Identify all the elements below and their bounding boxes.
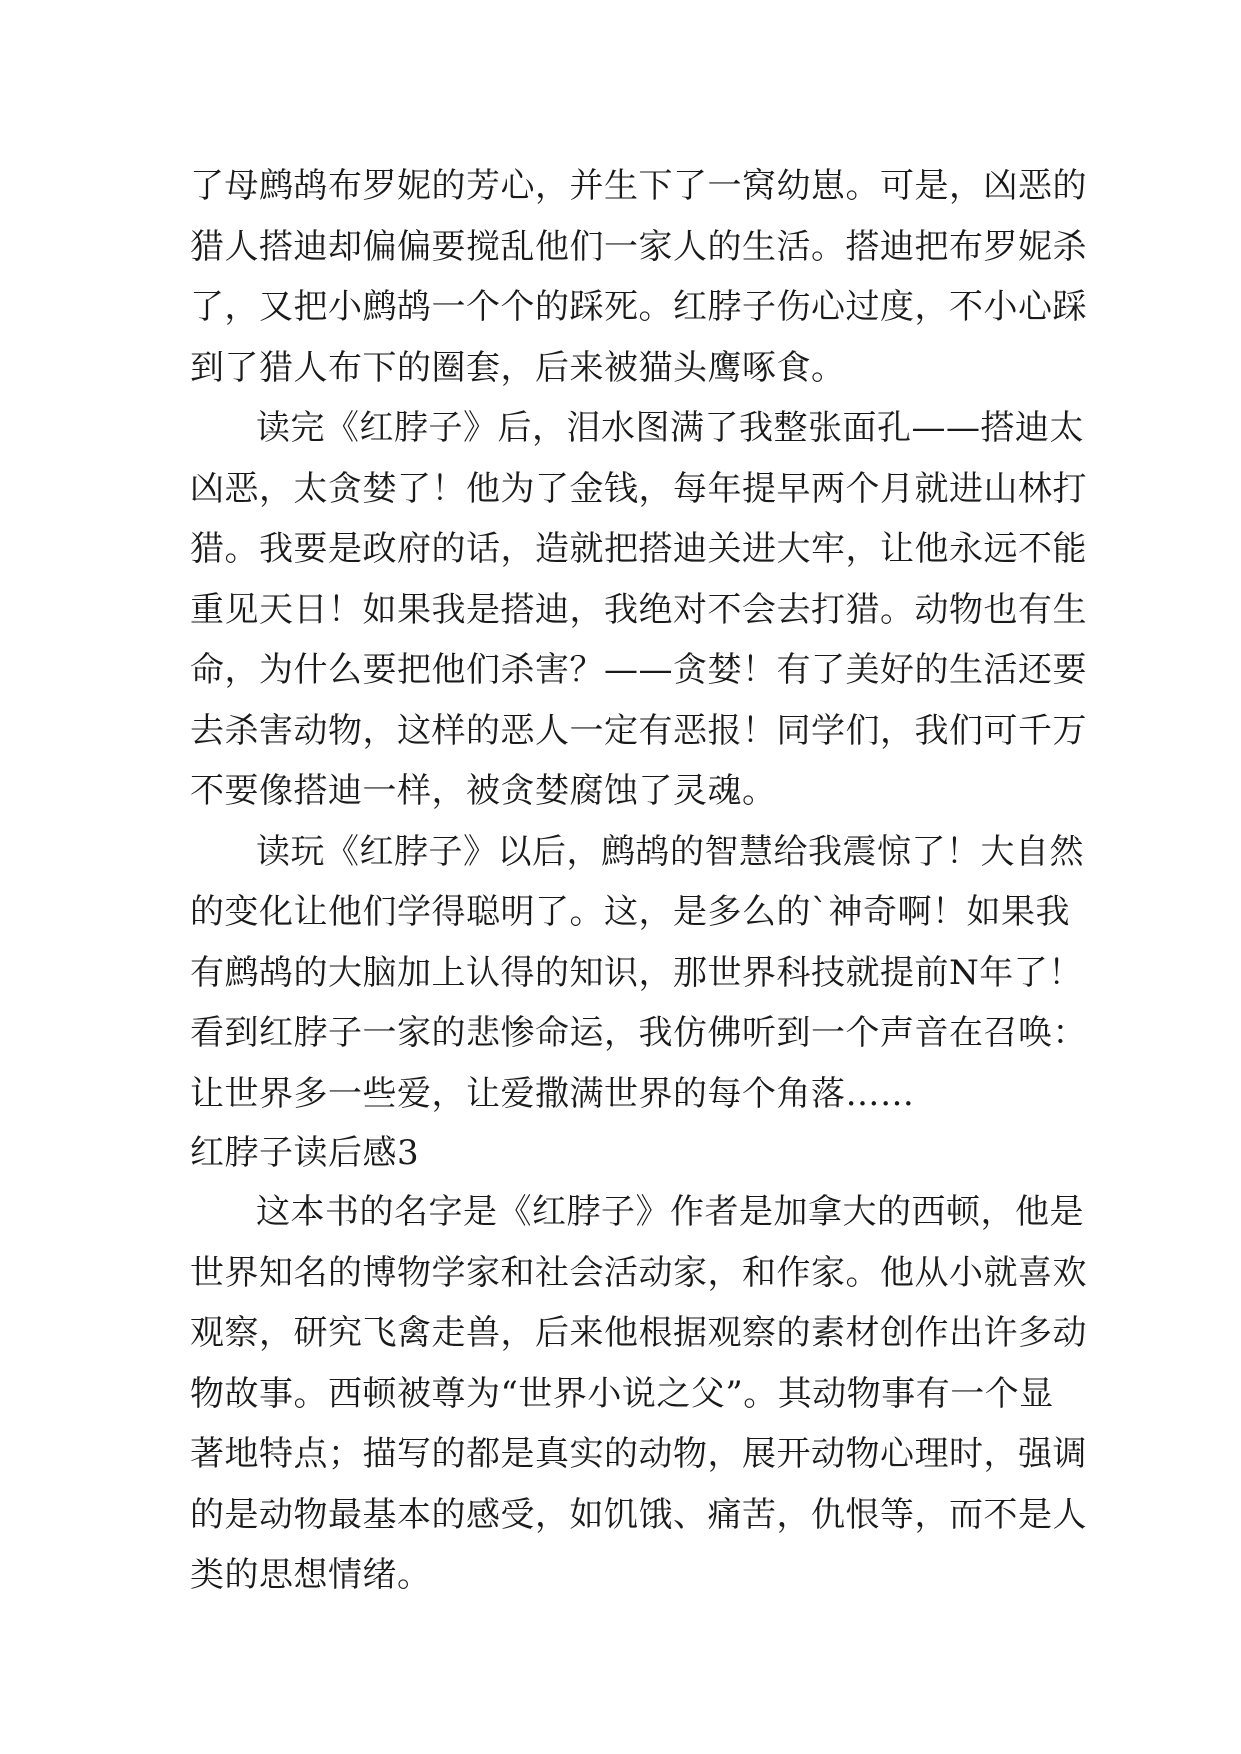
text-line: 让世界多一些爱，让爱撒满世界的每个角落…… [190,1073,915,1114]
text-line: 去杀害动物，这样的恶人一定有恶报！同学们，我们可千万 [190,710,1087,751]
text-line: 有鹧鸪的大脑加上认得的知识，那世界科技就提前N年了！ [190,952,1083,993]
paragraph-wisdom [190,822,1087,1125]
paragraph-continuation [190,156,1087,398]
document-page [190,156,1087,1606]
text-line: 不要像搭迪一样，被贪婪腐蚀了灵魂。 [190,771,777,811]
paragraph-reflection [190,398,1087,822]
text-line: 的是动物最基本的感受，如饥饿、痛苦，仇恨等，而不是人 [190,1494,1087,1535]
text-line: 物故事。西顿被尊为“世界小说之父”。其动物事有一个显 [190,1373,1054,1414]
text-line: 世界知名的博物学家和社会活动家，和作家。他从小就喜欢 [190,1252,1087,1293]
text-line: 了，又把小鹧鸪一个个的踩死。红脖子伤心过度，不小心踩 [190,287,1087,327]
text-line: 猎。我要是政府的话，造就把搭迪关进大牢，让他永远不能 [190,529,1087,569]
text-line: 重见天日！如果我是搭迪，我绝对不会去打猎。动物也有生 [190,589,1087,630]
paragraph-book-intro [190,1182,1087,1606]
text-line: 凶恶，太贪婪了！他为了金钱，每年提早两个月就进山林打 [190,468,1087,509]
text-line: 看到红脖子一家的悲惨命运，我仿佛听到一个声音在召唤： [190,1013,1087,1053]
text-line: 猎人搭迪却偏偏要搅乱他们一家人的生活。搭迪把布罗妮杀 [190,226,1087,267]
text-line: 著地特点；描写的都是真实的动物，展开动物心理时，强调 [190,1434,1087,1474]
text-line: 观察，研究飞禽走兽，后来他根据观察的素材创作出许多动 [190,1313,1087,1353]
text-line: 读完《红脖子》后，泪水图满了我整张面孔——搭迪太 [256,408,1084,448]
text-line: 的变化让他们学得聪明了。这，是多么的`神奇啊！如果我 [190,892,1070,932]
section-heading: 红脖子读后感3 [190,1133,420,1173]
text-line: 了母鹧鸪布罗妮的芳心，并生下了一窝幼崽。可是，凶恶的 [190,166,1087,206]
text-line: 到了猎人布下的圈套，后来被猫头鹰啄食。 [190,347,846,388]
text-line: 命，为什么要把他们杀害？——贪婪！有了美好的生活还要 [190,650,1087,690]
text-line: 这本书的名字是《红脖子》作者是加拿大的西顿，他是 [256,1192,1084,1232]
text-line: 读玩《红脖子》以后，鹧鸪的智慧给我震惊了！大自然 [256,831,1084,872]
text-line: 类的思想情绪。 [190,1555,432,1595]
